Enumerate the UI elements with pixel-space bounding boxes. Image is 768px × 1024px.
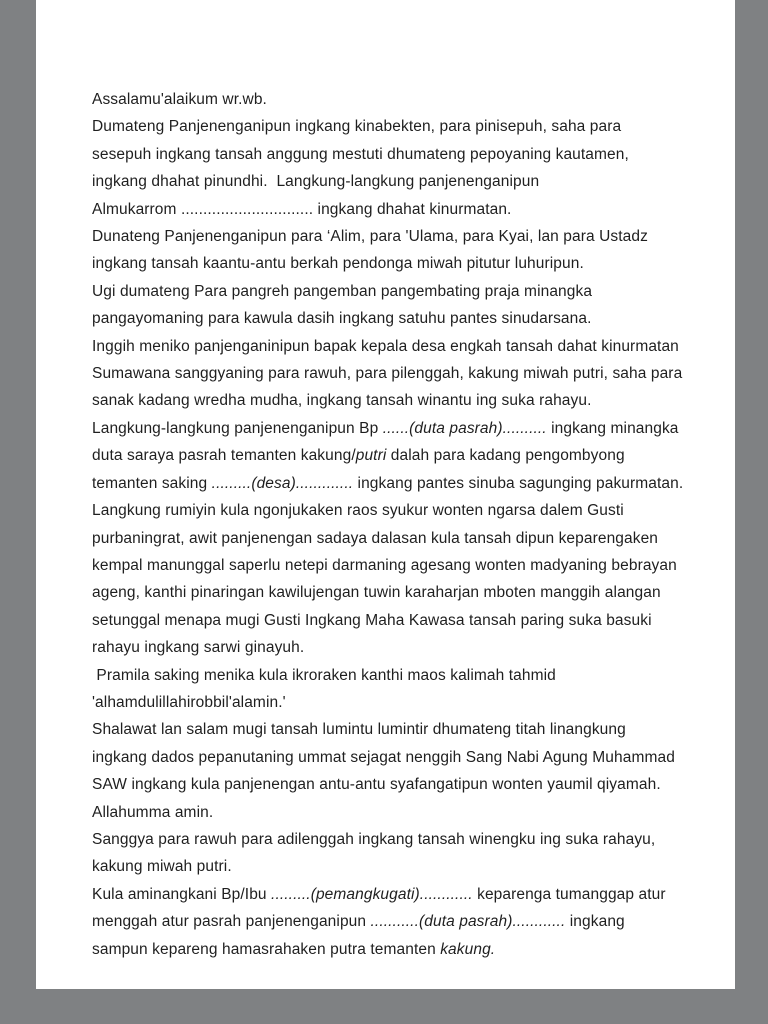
document-line-segment-italic: kakung. <box>440 940 496 958</box>
document-line-segment: sesepuh ingkang tansah anggung mestuti dhumateng pepoyaning kautamen, <box>92 145 629 163</box>
document-line-segment: Allahumma amin. <box>92 803 214 821</box>
document-line-segment: Langkung-langkung panjenenganipun Bp <box>92 419 383 437</box>
document-line-segment: purbaningrat, awit panjenengan sadaya dalasan kula tansah dipun keparengaken <box>92 529 659 547</box>
document-line <box>92 662 692 689</box>
document-line-segment-italic: ......(duta pasrah).......... <box>382 419 547 437</box>
document-line-segment-italic: .........(pemangkugati)............ <box>271 885 473 903</box>
document-line <box>92 442 692 469</box>
document-page <box>36 0 735 989</box>
document-line-segment: keparenga tumanggap atur <box>472 885 666 903</box>
document-line <box>92 305 692 332</box>
document-line-segment: Langkung rumiyin kula ngonjukaken raos syukur wonten ngarsa dalem Gusti <box>92 502 624 520</box>
document-line <box>92 278 692 305</box>
document-line <box>92 168 692 195</box>
document-line-segment: dalah para kadang pengombyong <box>386 447 625 465</box>
document-line <box>92 881 692 908</box>
document-line <box>92 250 692 277</box>
document-line-segment: Sumawana sanggyaning para rawuh, para pilenggah, kakung miwah putri, saha para <box>92 365 683 383</box>
document-line-segment: Ugi dumateng Para pangreh pangemban pangembating praja minangka <box>92 282 593 300</box>
document-line <box>92 579 692 606</box>
document-line-segment: rahayu ingkang sarwi ginayuh. <box>92 639 305 657</box>
document-line <box>92 771 692 798</box>
document-line-segment: kempal manunggal saperlu netepi darmaning agesang wonten madyaning bebrayan <box>92 556 677 574</box>
document-line-segment: ingkang dados pepanutaning ummat sejagat nenggih Sang Nabi Agung Muhammad <box>92 748 675 766</box>
document-line-segment: ingkang dhahat pinundhi. Langkung-langkung panjenenganipun <box>92 173 540 191</box>
document-line <box>92 716 692 743</box>
document-line <box>92 141 692 168</box>
document-line <box>92 525 692 552</box>
document-line <box>92 497 692 524</box>
document-text <box>92 86 692 963</box>
document-line <box>92 552 692 579</box>
document-line <box>92 908 692 935</box>
document-line-segment: duta saraya pasrah temanten kakung/ <box>92 447 356 465</box>
document-line-segment: sanak kadang wredha mudha, ingkang tansah winantu ing suka rahayu. <box>92 392 592 410</box>
document-line <box>92 387 692 414</box>
document-line <box>92 799 692 826</box>
document-line-segment: Dunateng Panjenenganipun para ‘Alim, para 'Ulama, para Kyai, lan para Ustadz <box>92 228 648 246</box>
document-line <box>92 360 692 387</box>
document-line <box>92 86 692 113</box>
document-line-segment-italic: .........(desa)............. <box>211 474 354 492</box>
document-line-segment: Inggih meniko panjenganinipun bapak kepala desa engkah tansah dahat kinurmatan <box>92 337 679 355</box>
document-line-segment: ingkang minangka <box>546 419 679 437</box>
document-line-segment: Dumateng Panjenenganipun ingkang kinabekten, para pinisepuh, saha para <box>92 118 622 136</box>
document-line <box>92 607 692 634</box>
document-line-segment: 'alhamdulillahirobbil'alamin.' <box>92 693 286 711</box>
document-line-segment: ageng, kanthi pinaringan kawilujengan tuwin karaharjan mboten manggih alangan <box>92 584 661 602</box>
document-line <box>92 689 692 716</box>
document-line <box>92 936 692 963</box>
document-line <box>92 223 692 250</box>
document-line-segment: setunggal menapa mugi Gusti Ingkang Maha Kawasa tansah paring suka basuki <box>92 611 652 629</box>
document-line-segment: ingkang <box>565 913 625 931</box>
document-line-segment-italic: ...........(duta pasrah)............ <box>370 913 566 931</box>
document-line-segment: kakung miwah putri. <box>92 858 232 876</box>
document-line <box>92 853 692 880</box>
document-line-segment: Sanggya para rawuh para adilenggah ingkang tansah winengku ing suka rahayu, <box>92 830 656 848</box>
document-line-segment: pangayomaning para kawula dasih ingkang satuhu pantes sinudarsana. <box>92 310 592 328</box>
document-line-segment: temanten saking <box>92 474 212 492</box>
document-line-segment: Kula aminangkani Bp/Ibu <box>92 885 272 903</box>
document-line-segment: Almukarrom .............................. ingkang dhahat kinurmatan. <box>92 200 512 218</box>
document-line <box>92 634 692 661</box>
document-line-segment: sampun kepareng hamasrahaken putra temanten <box>92 940 441 958</box>
document-line-segment: ingkang pantes sinuba sagunging pakurmatan. <box>353 474 684 492</box>
document-line <box>92 196 692 223</box>
document-line-segment: SAW ingkang kula panjenengan antu-antu syafangatipun wonten yaumil qiyamah. <box>92 776 661 794</box>
document-line <box>92 113 692 140</box>
document-line <box>92 744 692 771</box>
document-line-segment: menggah atur pasrah panjenenganipun <box>92 913 371 931</box>
document-line-segment: Pramila saking menika kula ikroraken kanthi maos kalimah tahmid <box>92 666 556 684</box>
document-line <box>92 333 692 360</box>
document-line-segment-italic: putri <box>355 447 387 465</box>
document-line <box>92 415 692 442</box>
document-line-segment: Shalawat lan salam mugi tansah lumintu lumintir dhumateng titah linangkung <box>92 721 626 739</box>
document-line-segment: Assalamu'alaikum wr.wb. <box>92 91 267 108</box>
document-line-segment: ingkang tansah kaantu-antu berkah pendonga miwah pitutur luhuripun. <box>92 255 584 273</box>
document-line <box>92 826 692 853</box>
document-line <box>92 470 692 497</box>
